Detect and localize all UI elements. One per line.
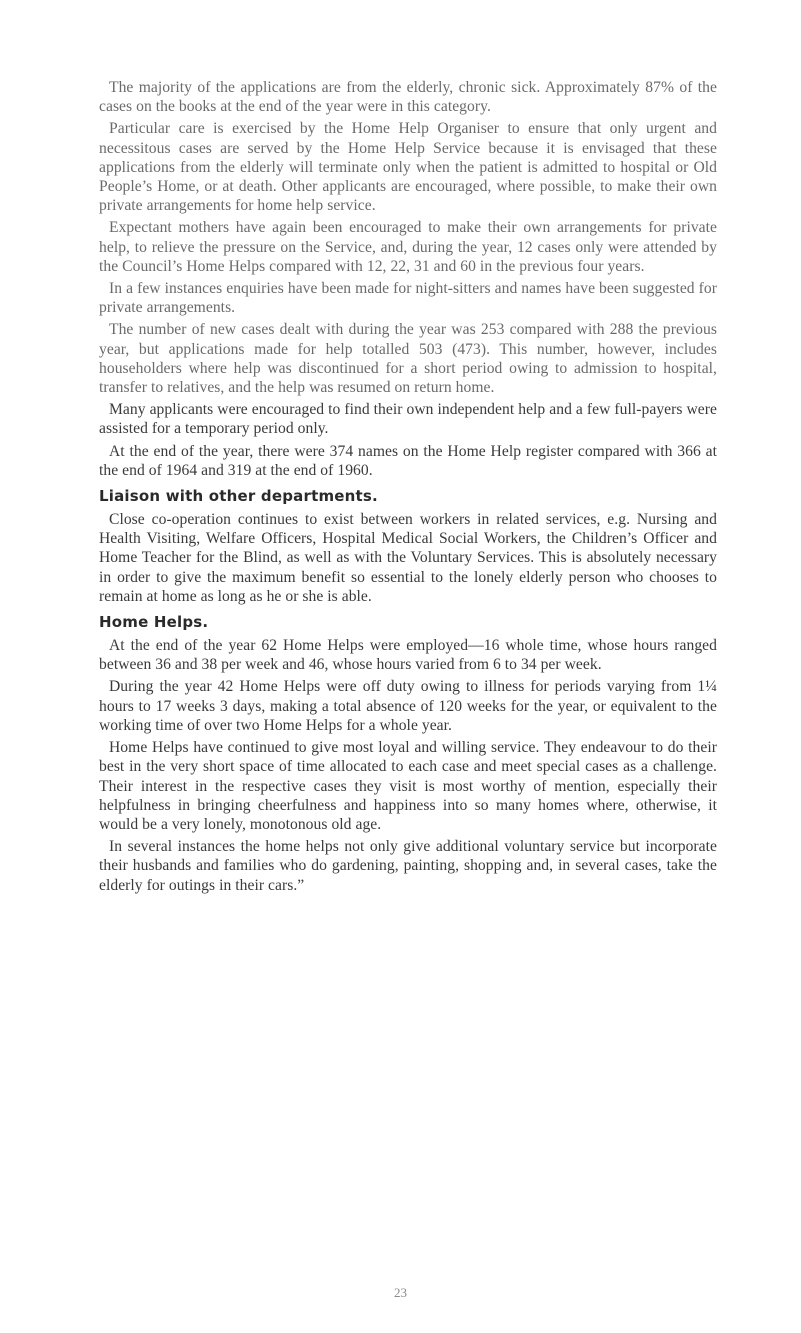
section-heading-home-helps: Home Helps. <box>99 613 209 632</box>
paragraph: Close co-operation continues to exist between workers in related services, e.g. Nursing and Health Visiting, Welfare Officers, Hospital Medical Social Workers, the Children’s Officer and Home Teacher for the Blind, as well as with the Voluntary Services. This is absolutely necessary in order to give the maximum benefit so essential to the lonely elderly person who chooses to remain at home as long as he or she is able. <box>99 511 717 605</box>
paragraph: In a few instances enquiries have been made for night-sitters and names have been suggested for private arrangements. <box>99 280 717 317</box>
paragraph: During the year 42 Home Helps were off duty owing to illness for periods varying from 1¼ hours to 17 weeks 3 days, making a total absence of 120 weeks for the year, or equivalent to the working time of over two Home Helps for a whole year. <box>99 678 717 734</box>
paragraph: At the end of the year, there were 374 names on the Home Help register compared with 366 at the end of 1964 and 319 at the end of 1960. <box>99 442 717 479</box>
paragraph: Home Helps have continued to give most loyal and willing service. They endeavour to do their best in the very short space of time allocated to each case and meet special cases as a challenge. Their interest in the respective cases they visit is most worthy of mention, especially their helpfulness in bringing cheerfulness and happiness into so many homes where, otherwise, it would be a very lonely, monotonous old age. <box>99 739 717 833</box>
document-page <box>99 78 717 898</box>
page-number: 23 <box>394 1285 407 1300</box>
paragraph: The majority of the applications are from the elderly, chronic sick. Approximately 87% of the cases on the books at the end of the year were in this category. <box>99 79 717 116</box>
paragraph: At the end of the year 62 Home Helps were employed—16 whole time, whose hours ranged between 36 and 38 per week and 46, whose hours varied from 6 to 34 per week. <box>99 637 717 674</box>
paragraph: Expectant mothers have again been encouraged to make their own arrangements for private help, to relieve the pressure on the Service, and, during the year, 12 cases only were attended by the Council’s Home Helps compared with 12, 22, 31 and 60 in the previous four years. <box>99 219 717 275</box>
paragraph: In several instances the home helps not only give additional voluntary service but incorporate their husbands and families who do gardening, painting, shopping and, in several cases, take the elderly for outings in their cars.” <box>99 838 717 894</box>
section-heading-liaison: Liaison with other departments. <box>99 487 378 506</box>
paragraph: Many applicants were encouraged to find their own independent help and a few full-payers were assisted for a temporary period only. <box>99 401 717 438</box>
paragraph: The number of new cases dealt with during the year was 253 compared with 288 the previous year, but applications made for help totalled 503 (473). This number, however, includes householders where help was discontinued for a short period owing to admission to hospital, transfer to relatives, and the help was resumed on return home. <box>99 321 717 397</box>
paragraph: Particular care is exercised by the Home Help Organiser to ensure that only urgent and necessitous cases are served by the Home Help Service because it is envisaged that these applications from the elderly will terminate only when the patient is admitted to hospital or Old People’s Home, or at death. Other applicants are encouraged, where possible, to make their own private arrangements for home help service. <box>99 120 717 215</box>
